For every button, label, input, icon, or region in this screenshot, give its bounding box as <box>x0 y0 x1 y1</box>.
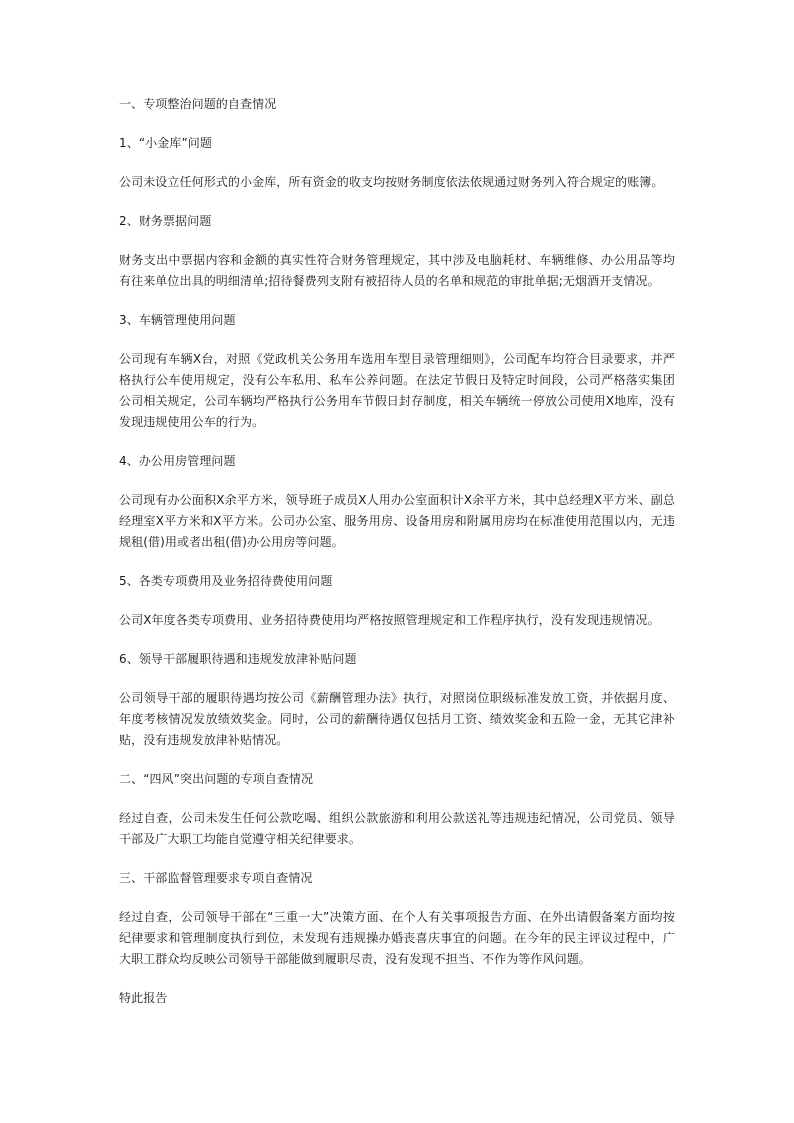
paragraph-6: 公司领导干部的履职待遇均按公司《薪酬管理办法》执行，对照岗位职级标准发放工资，并依据月度、年度考核情况发放绩效奖金。同时，公司的薪酬待遇仅包括月工资、绩效奖金和五险一金，无其它津补贴，没有违规发放津补贴情况。 <box>119 691 675 747</box>
closing-text: 特此报告 <box>119 991 168 1005</box>
paragraph-1: 公司未设立任何形式的小金库，所有资金的收支均按财务制度依法依规通过财务列入符合规定的账簿。 <box>119 175 664 189</box>
paragraph-7: 经过自查，公司未发生任何公款吃喝、组织公款旅游和利用公款送礼等违规违纪情况，公司党员、领导干部及广大职工均能自觉遵守相关纪律要求。 <box>119 811 675 846</box>
subheading-6: 6、领导干部履职待遇和违规发放津补贴问题 <box>119 652 357 666</box>
subheading-3: 3、车辆管理使用问题 <box>119 313 236 327</box>
document-body <box>119 94 675 1009</box>
section-heading-2: 二、“四风”突出问题的专项自查情况 <box>119 772 314 786</box>
subheading-4: 4、办公用房管理问题 <box>119 454 236 468</box>
subheading-2: 2、财务票据问题 <box>119 214 212 228</box>
subheading-5: 5、各类专项费用及业务招待费使用问题 <box>119 574 333 588</box>
section-heading-1: 一、专项整治问题的自查情况 <box>119 97 277 111</box>
paragraph-5: 公司X年度各类专项费用、业务招待费使用均严格按照管理规定和工作程序执行，没有发现违规情况。 <box>119 613 660 627</box>
section-heading-3: 三、干部监督管理要求专项自查情况 <box>119 871 313 885</box>
paragraph-2: 财务支出中票据内容和金额的真实性符合财务管理规定，其中涉及电脑耗材、车辆维修、办公用品等均有往来单位出具的明细清单;招待餐费列支附有被招待人员的名单和规范的审批单据;无烟酒开支情况。 <box>119 253 675 288</box>
paragraph-3: 公司现有车辆X台，对照《党政机关公务用车选用车型目录管理细则》，公司配车均符合目录要求，并严格执行公车使用规定，没有公车私用、私车公养问题。在法定节假日及特定时间段，公司严格落实集团公司相关规定，公司车辆均严格执行公务用车节假日封存制度，相关车辆统一停放公司使用X地库，没有发现违规使用公车的行为。 <box>119 352 675 429</box>
paragraph-8: 经过自查，公司领导干部在“三重一大”决策方面、在个人有关事项报告方面、在外出请假备案方面均按纪律要求和管理制度执行到位，未发现有违规操办婚丧喜庆事宜的问题。在今年的民主评议过程中，广大职工群众均反映公司领导干部能做到履职尽责，没有发现不担当、不作为等作风问题。 <box>119 910 675 966</box>
paragraph-4: 公司现有办公面积X余平方米，领导班子成员X人用办公室面积计X余平方米，其中总经理X平方米、副总经理室X平方米和X平方米。公司办公室、服务用房、设备用房和附属用房均在标准使用范围以内，无违规租(借)用或者出租(借)办公用房等问题。 <box>119 493 675 549</box>
subheading-1: 1、“小金库”问题 <box>119 136 212 150</box>
